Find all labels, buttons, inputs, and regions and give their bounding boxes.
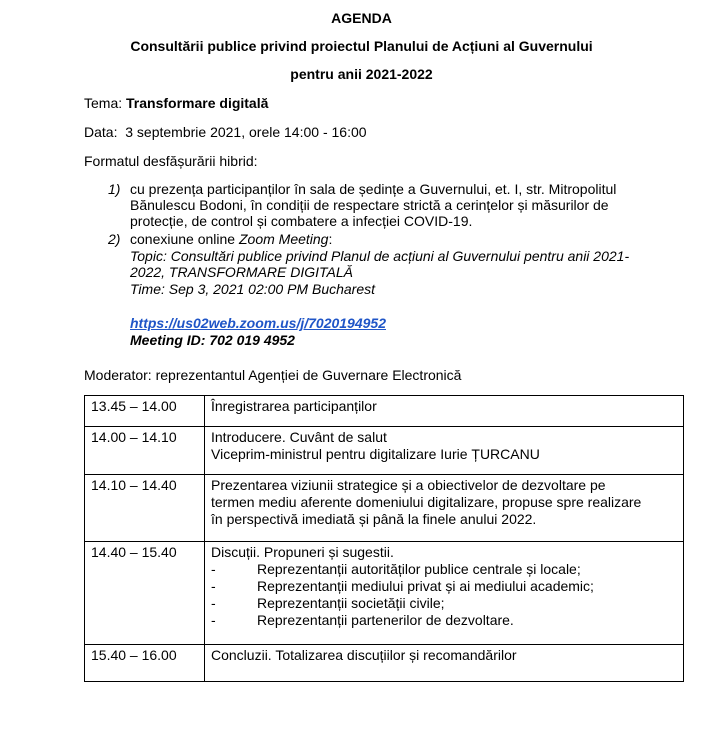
- tema-label: Tema:: [84, 95, 123, 111]
- moderator-line: [84, 367, 461, 383]
- meeting-id: Meeting ID: 702 019 4952: [130, 332, 295, 348]
- agenda-subtitle-line1: Consultării publice privind proiectul Planului de Acțiuni al Guvernului: [130, 38, 593, 54]
- table-row: [85, 475, 684, 542]
- activity-cell: [205, 542, 684, 645]
- list-item1-number: 1): [108, 181, 121, 197]
- list-item2-prefix: conexiune online: [130, 231, 239, 247]
- date-value: 3 septembrie 2021, orele 14:00 - 16:00: [125, 124, 367, 140]
- date-label: Data:: [84, 124, 118, 140]
- table-row: [85, 427, 684, 475]
- bullet-dash: -: [211, 612, 216, 628]
- format-line: [84, 153, 258, 169]
- time-line: Time: Sep 3, 2021 02:00 PM Bucharest: [130, 281, 376, 297]
- activity-line: Concluzii. Totalizarea discuțiilor și recomandărilor: [211, 647, 517, 663]
- bullet-text: Reprezentanții partenerilor de dezvoltare.: [257, 612, 514, 628]
- activity-line: termen mediu aferente domeniului digitalizare, propuse spre realizare: [211, 494, 642, 510]
- list-item: [211, 595, 677, 612]
- list-item2-number: 2): [108, 231, 121, 247]
- list-item1-line3: protecție, de control și combatere a infecției COVID-19.: [130, 213, 473, 229]
- time-cell: 14.40 – 15.40: [85, 542, 205, 645]
- moderator-value: Agenției de Guvernare Electronică: [248, 367, 462, 383]
- activity-cell: [205, 645, 684, 682]
- list-item1-line1: cu prezența participanților în sala de ședințe a Guvernului, et. I, str. Mitropolitul: [130, 181, 617, 197]
- activity-cell: [205, 475, 684, 542]
- format-label: Formatul desfășurării: [84, 153, 216, 169]
- list-item: [211, 578, 677, 595]
- moderator-label: Moderator: reprezentantul: [84, 367, 246, 383]
- list-item1-line2: Bănulescu Bodoni, în condiții de respectare strictă a cerințelor și măsurilor de: [130, 197, 609, 213]
- table-row: [85, 542, 684, 645]
- list-item: [211, 612, 677, 629]
- time-cell: 14.10 – 14.40: [85, 475, 205, 542]
- agenda-table: [84, 395, 684, 682]
- list-item2-suffix: :: [328, 231, 333, 247]
- list-item: [211, 561, 677, 578]
- tema-value: Transformare digitală: [126, 95, 269, 111]
- tema-line: [84, 95, 268, 111]
- format-value: hibrid:: [219, 153, 258, 169]
- time-cell: 13.45 – 14.00: [85, 396, 205, 427]
- activity-line: Discuții. Propuneri și sugestii.: [211, 544, 394, 560]
- agenda-title: AGENDA: [331, 10, 392, 26]
- bullet-text: Reprezentanții societății civile;: [257, 595, 445, 611]
- date-line: [84, 124, 367, 140]
- activity-cell: [205, 427, 684, 475]
- activity-cell: [205, 396, 684, 427]
- activity-line: Înregistrarea participanților: [211, 398, 377, 414]
- list-item2-line: [130, 231, 332, 247]
- zoom-meeting-label: Zoom Meeting: [238, 231, 329, 247]
- topic-line1: Topic: Consultări publice privind Planul de acțiuni al Guvernului pentru anii 2021-: [130, 248, 630, 264]
- bullet-text: Reprezentanții autorităților publice centrale și locale;: [257, 561, 581, 577]
- bullet-dash: -: [211, 561, 216, 577]
- time-cell: 14.00 – 14.10: [85, 427, 205, 475]
- activity-line: Prezentarea viziunii strategice și a obiectivelor de dezvoltare pe: [211, 477, 606, 493]
- table-row: [85, 396, 684, 427]
- bullet-dash: -: [211, 578, 216, 594]
- activity-line: Introducere. Cuvânt de salut: [211, 429, 387, 445]
- agenda-subtitle-line2: pentru anii 2021-2022: [290, 66, 433, 82]
- bullet-dash: -: [211, 595, 216, 611]
- activity-line: în perspectivă imediată și până la finele anului 2022.: [211, 511, 537, 527]
- time-cell: 15.40 – 16.00: [85, 645, 205, 682]
- bullet-text: Reprezentanții mediului privat și ai mediului academic;: [257, 578, 594, 594]
- activity-line: Viceprim-ministrul pentru digitalizare Iurie ȚURCANU: [211, 446, 540, 462]
- topic-line2: 2022, TRANSFORMARE DIGITALĂ: [130, 264, 354, 280]
- zoom-link[interactable]: https://us02web.zoom.us/j/7020194952: [130, 315, 386, 331]
- table-row: [85, 645, 684, 682]
